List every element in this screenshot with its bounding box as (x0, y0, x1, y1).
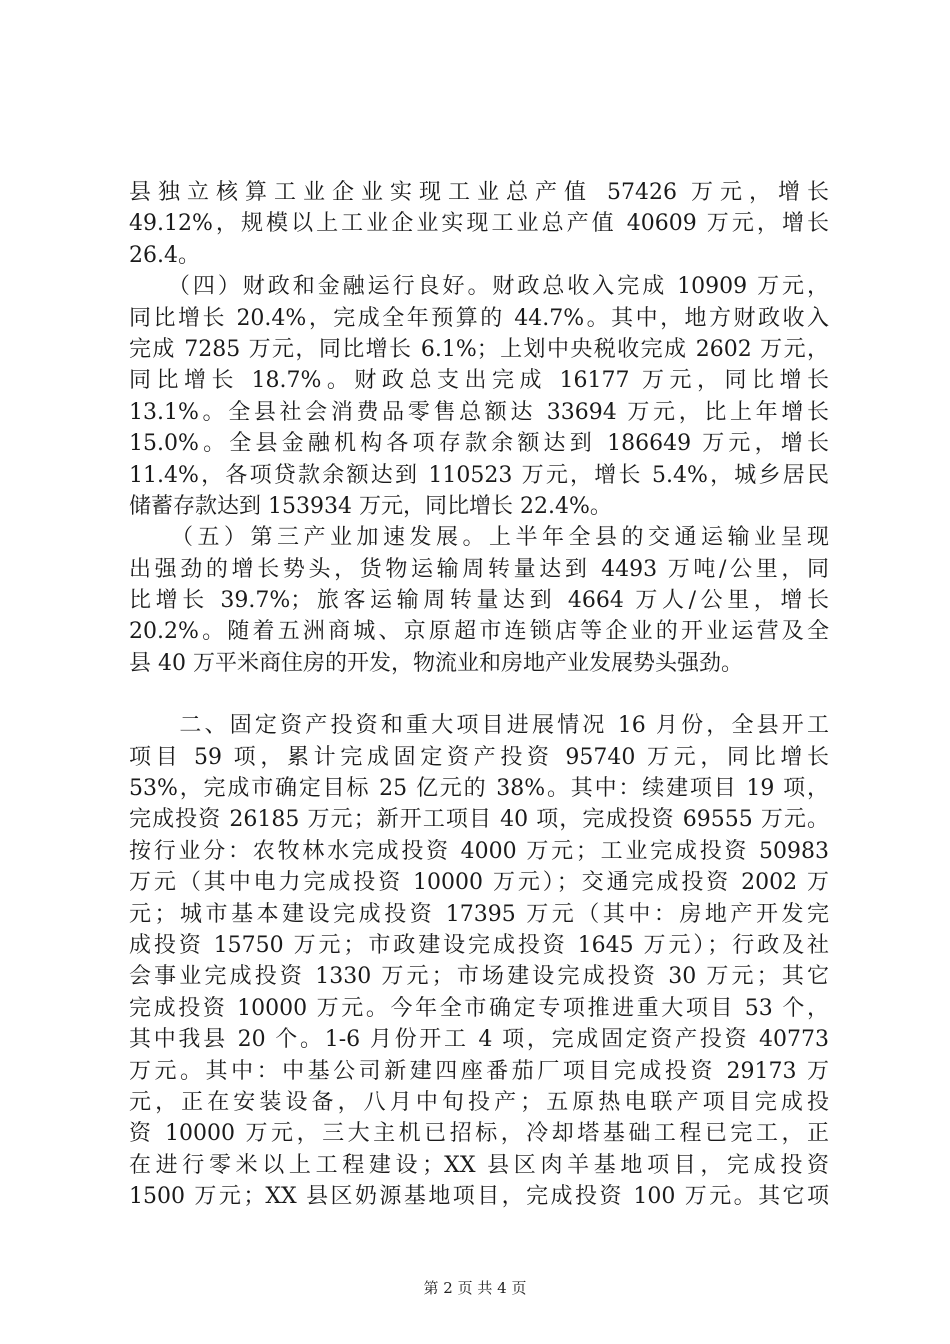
text-line: 储蓄存款达到 153934 万元，同比增长 22.4%。 (129, 493, 612, 519)
paragraph-tertiary-industry (129, 522, 829, 679)
text-line: 会事业完成投资 1330 万元；市场建设完成投资 30 万元；其它 (129, 964, 829, 990)
text-line: 比增长 39.7%；旅客运输周转量达到 4664 万人/公里，增长 (129, 588, 829, 614)
text-line: 元，正在安装设备，八月中旬投产；五原热电联产项目完成投 (129, 1089, 829, 1115)
text-line: 15.0%。全县金融机构各项存款余额达到 186649 万元，增长 (129, 431, 829, 457)
paragraph-industrial-output (129, 177, 829, 271)
text-line: 其中我县 20 个。1-6 月份开工 4 项，完成固定资产投资 40773 (129, 1027, 829, 1053)
text-line: 1500 万元；XX 县区奶源基地项目，完成投资 100 万元。其它项 (129, 1184, 829, 1210)
text-line: 13.1%。全县社会消费品零售总额达 33694 万元，比上年增长 (129, 399, 829, 425)
text-line: （四）财政和金融运行良好。财政总收入完成 10909 万元， (129, 274, 829, 300)
text-line: （五）第三产业加速发展。上半年全县的交通运输业呈现 (129, 525, 829, 551)
text-line: 完成 7285 万元，同比增长 6.1%；上划中央税收完成 2602 万元， (129, 336, 829, 362)
text-line: 完成投资 26185 万元；新开工项目 40 项，完成投资 69555 万元。 (129, 807, 829, 833)
text-line: 项目 59 项，累计完成固定资产投资 95740 万元，同比增长 (129, 744, 829, 770)
text-line: 26.4。 (129, 242, 200, 268)
text-line: 20.2%。随着五洲商城、京原超市连锁店等企业的开业运营及全 (129, 619, 829, 645)
document-body (129, 177, 829, 1213)
text-line: 11.4%，各项贷款余额达到 110523 万元，增长 5.4%，城乡居民 (129, 462, 829, 488)
text-line: 出强劲的增长势头，货物运输周转量达到 4493 万吨/公里，同 (129, 556, 829, 582)
text-line: 同比增长 20.4%，完成全年预算的 44.7%。其中，地方财政收入 (129, 305, 829, 331)
text-line: 按行业分：农牧林水完成投资 4000 万元；工业完成投资 50983 (129, 838, 829, 864)
text-line: 同比增长 18.7%。财政总支出完成 16177 万元，同比增长 (129, 368, 829, 394)
text-line: 完成投资 10000 万元。今年全市确定专项推进重大项目 53 个， (129, 995, 829, 1021)
text-line: 53%，完成市确定目标 25 亿元的 38%。其中：续建项目 19 项， (129, 776, 829, 802)
text-line: 万元（其中电力完成投资 10000 万元）；交通完成投资 2002 万 (129, 870, 829, 896)
page-number-footer: 第 2 页 共 4 页 (423, 1279, 527, 1297)
text-line: 资 10000 万元，三大主机已招标，冷却塔基础工程已完工，正 (129, 1121, 829, 1147)
text-line: 二、固定资产投资和重大项目进展情况 16 月份，全县开工 (129, 713, 829, 739)
paragraph-spacer (129, 679, 829, 710)
paragraph-fixed-asset-investment (129, 710, 829, 1212)
text-line: 县独立核算工业企业实现工业总产值 57426 万元，增长 (129, 180, 829, 205)
text-line: 万元。其中：中基公司新建四座番茄厂项目完成投资 29173 万 (129, 1058, 829, 1084)
text-line: 县 40 万平米商住房的开发，物流业和房地产业发展势头强劲。 (129, 650, 743, 676)
text-line: 在进行零米以上工程建设；XX 县区肉羊基地项目，完成投资 (129, 1152, 829, 1178)
text-line: 成投资 15750 万元；市政建设完成投资 1645 万元）；行政及社 (129, 932, 829, 958)
paragraph-finance (129, 271, 829, 522)
text-line: 元；城市基本建设完成投资 17395 万元（其中：房地产开发完 (129, 901, 829, 927)
text-line: 49.12%，规模以上工业企业实现工业总产值 40609 万元，增长 (129, 211, 829, 237)
